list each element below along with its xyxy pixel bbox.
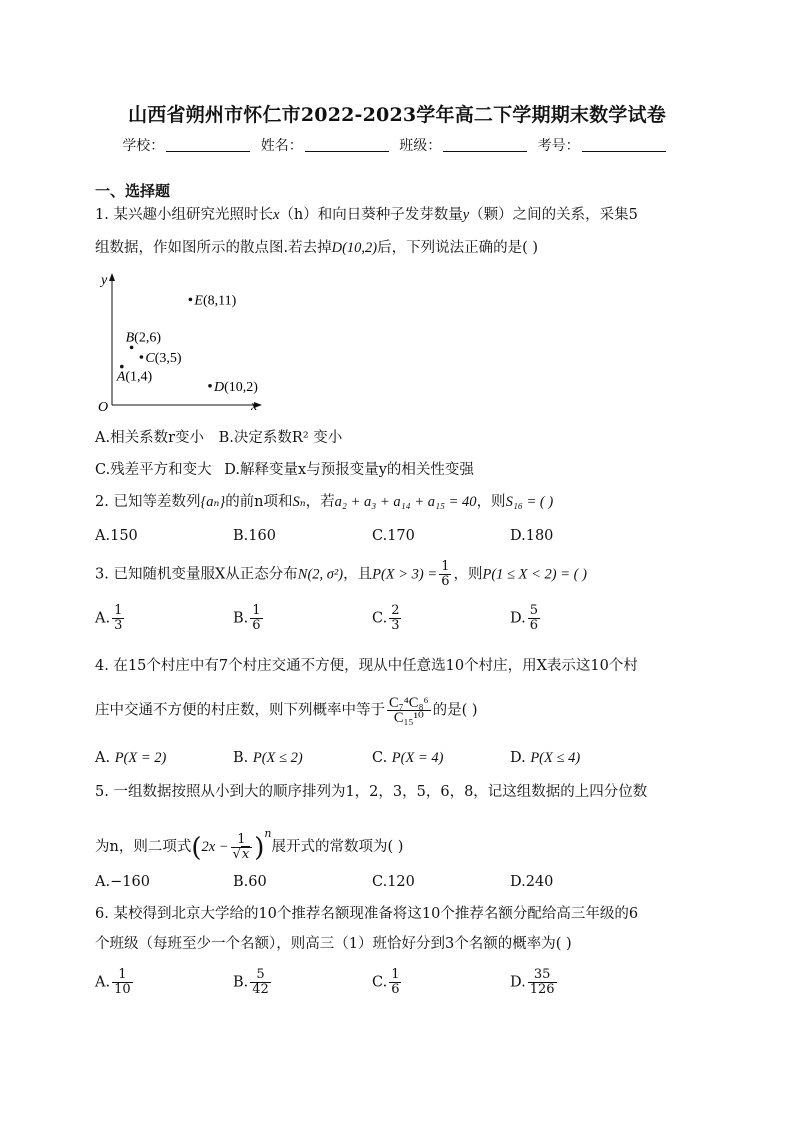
scatter-label-a: A(1,4)	[116, 369, 153, 385]
origin-label: O	[98, 400, 109, 415]
scatter-plot	[95, 268, 275, 418]
question-1-options-row-1	[95, 428, 342, 448]
q1-option-c[interactable]: C.残差平方和变大	[95, 462, 212, 478]
question-4-line-1: 4. 在15个村庄中有7个村庄交通不方便，现从中任意选10个村庄，用X表示这10个村	[95, 658, 638, 674]
q2-option-b[interactable]: B.160	[233, 528, 276, 544]
q3-condition-fraction: $\frac{1}{6}$	[441, 559, 450, 589]
scatter-point-d	[208, 384, 212, 388]
scatter-point-b	[130, 346, 134, 350]
y-axis-arrow-icon	[109, 273, 115, 281]
q2-option-d[interactable]: D.180	[510, 528, 554, 544]
school-label: 学校：	[122, 138, 165, 154]
q3-option-b[interactable]: B. $\frac{1}{6}$	[233, 603, 261, 633]
q3-option-c[interactable]: C. $\frac{2}{3}$	[372, 603, 400, 633]
question-6-line-2: 个班级（每班至少一个名额），则高三（1）班恰好分到3个名额的概率为( )	[95, 936, 572, 952]
question-3-line: 3. 已知随机变量服X从正态分布N(2, σ²)，且P(X > 3) = $\frac{1}{6}$ ，则P(1 ≤ X < 2) = ( )	[95, 559, 587, 589]
removed-point: D(10,2)	[331, 240, 378, 256]
points-layer	[116, 293, 258, 394]
q5-option-b[interactable]: B.60	[233, 874, 267, 890]
scatter-label-d: D(10,2)	[214, 379, 258, 395]
class-label: 班级：	[399, 138, 442, 154]
name-label: 姓名：	[260, 138, 303, 154]
q5-binomial-fraction: $\frac{1}{√x}$	[231, 833, 253, 862]
question-4-line-2: 庄中交通不方便的村庄数，则下列概率中等于 $\frac{\text{C₇⁴C₈⁶}}{\text{C₁₅¹⁰}}$ 的是( )	[95, 695, 478, 726]
q6-option-c[interactable]: C. $\frac{1}{6}$	[372, 967, 400, 997]
q4-option-d[interactable]: D. P(X ≤ 4)	[510, 750, 581, 766]
question-1-line-2: 组数据，作如图所示的散点图.若去掉D(10,2)后，下列说法正确的是( )	[95, 240, 539, 256]
exam-number-blank[interactable]	[582, 139, 666, 152]
q5-option-d[interactable]: D.240	[510, 874, 554, 890]
school-blank[interactable]	[166, 139, 250, 152]
question-2-line: 2. 已知等差数列{aₙ}的前n项和Sₙ，若a₂ + a₃ + a₁₄ + a₁₅ = 40，则S₁₆ = ( )	[95, 494, 554, 510]
name-blank[interactable]	[305, 139, 389, 152]
q1-option-b[interactable]: B.决定系数R² 变小	[218, 430, 343, 446]
q3-option-a[interactable]: A. $\frac{1}{3}$	[95, 603, 123, 633]
q5-option-c[interactable]: C.120	[372, 874, 415, 890]
x-axis-label: x	[251, 399, 258, 414]
class-blank[interactable]	[443, 139, 527, 152]
exam-number-label: 考号：	[537, 138, 580, 154]
page-title: 山西省朔州市怀仁市2022-2023学年高二下学期期末数学试卷	[128, 104, 666, 126]
y-axis-label: y	[101, 273, 108, 288]
q1-option-a[interactable]: A.相关系数r变小	[95, 430, 205, 446]
question-1-options-row-2	[95, 460, 474, 480]
q4-option-a[interactable]: A. P(X = 2)	[95, 750, 167, 766]
scatter-label-b: B(2,6)	[125, 330, 161, 346]
scatter-point-a	[120, 365, 124, 369]
q2-option-a[interactable]: A.150	[95, 528, 138, 544]
q3-option-d[interactable]: D. $\frac{5}{6}$	[510, 603, 538, 633]
q6-option-a[interactable]: A. $\frac{1}{10}$	[95, 967, 131, 997]
scatter-point-e	[189, 298, 193, 302]
q4-combination-fraction: $\frac{\text{C₇⁴C₈⁶}}{\text{C₁₅¹⁰}}$	[389, 695, 429, 726]
question-1-line-1: 1. 某兴趣小组研究光照时长x（h）和向日葵种子发芽数量y（颗）之间的关系，采集5	[95, 207, 638, 223]
q1-option-d[interactable]: D.解释变量x与预报变量y的相关性变强	[224, 462, 474, 478]
question-5-line-2: 为n，则二项式(2x − $\frac{1}{√x}$ )$^n$展开式的常数项为( )	[95, 827, 404, 863]
scatter-label-e: E(8,11)	[194, 293, 237, 309]
scatter-point-c	[140, 355, 144, 359]
q6-option-d[interactable]: D. $\frac{35}{126}$	[510, 967, 555, 997]
question-5-line-1: 5. 一组数据按照从小到大的顺序排列为1，2，3，5，6，8，记这组数据的上四分位数	[95, 784, 648, 800]
q6-option-b[interactable]: B. $\frac{5}{42}$	[233, 967, 269, 997]
question-6-line-1: 6. 某校得到北京大学给的10个推荐名额现准备将这10个推荐名额分配给高三年级的6	[95, 906, 639, 922]
student-info-line	[0, 135, 794, 155]
q4-option-c[interactable]: C. P(X = 4)	[372, 750, 444, 766]
section-heading: 一、选择题	[95, 182, 171, 200]
q4-option-b[interactable]: B. P(X ≤ 2)	[233, 750, 303, 766]
q2-option-c[interactable]: C.170	[372, 528, 415, 544]
q5-option-a[interactable]: A.−160	[95, 874, 150, 890]
scatter-label-c: C(3,5)	[145, 351, 182, 366]
